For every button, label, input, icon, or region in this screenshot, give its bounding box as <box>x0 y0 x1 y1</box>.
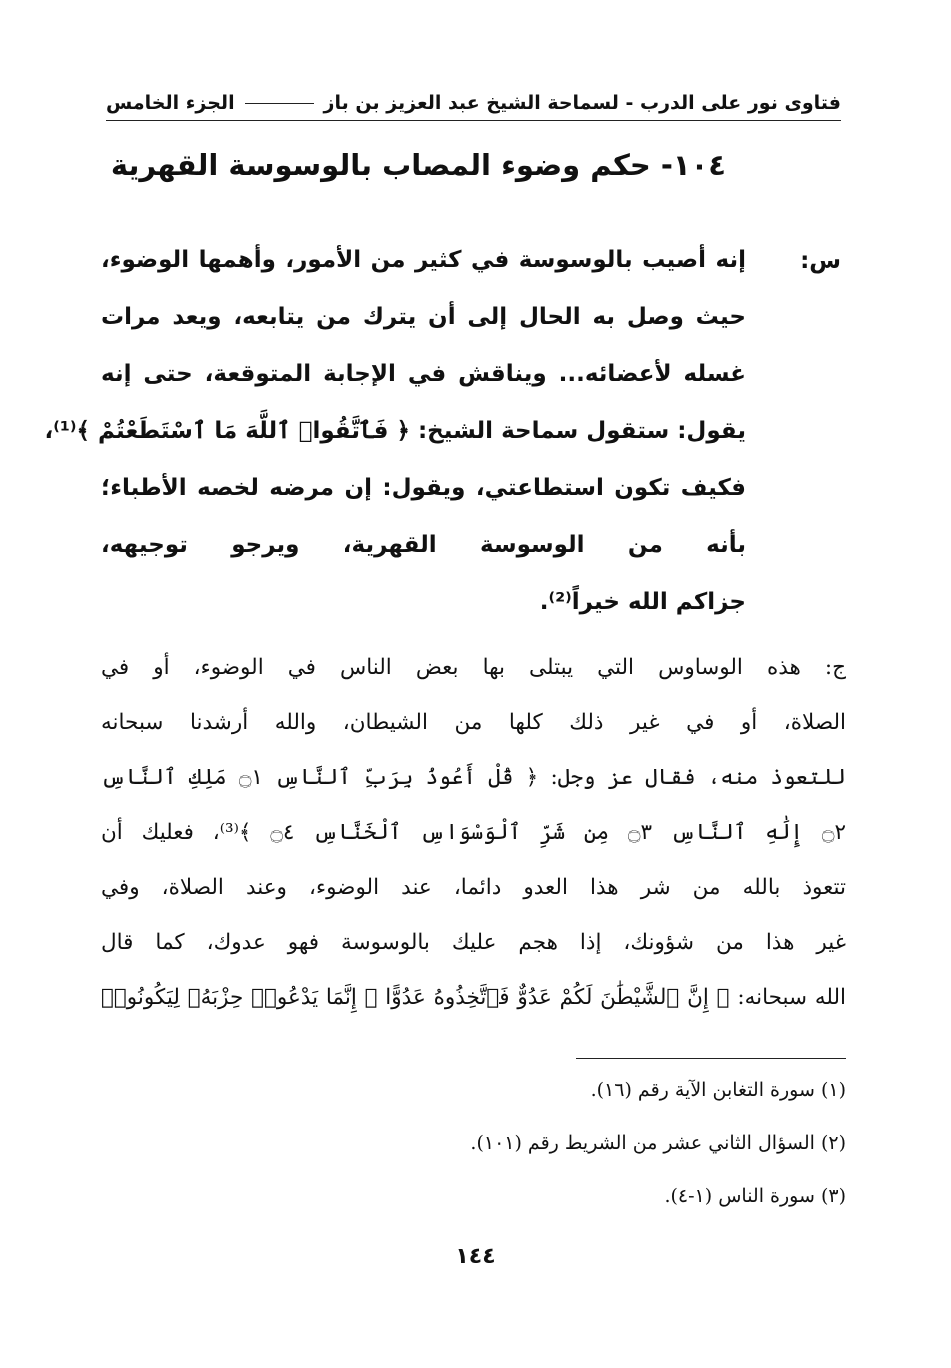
question-line: غسله لأعضائه... ويناقش في الإجابة المتوقعة، حتى إنه <box>101 361 746 387</box>
answer-line: غير هذا من شؤونك، إذا هجم عليك بالوسوسة فهو عدوك، كما قال <box>101 930 846 955</box>
answer-block <box>101 640 846 1025</box>
footnote-item: (١) سورة التغابن الآية رقم (١٦). <box>590 1079 846 1101</box>
footnotes <box>146 1070 846 1229</box>
running-header <box>106 86 841 121</box>
answer-line: للتعوذ منه، فقال عز وجل: ﴿ قُلْ أَعُوذُ بِرَبِّ ٱلنَّاسِ ۝١ مَلِكِ ٱلنَّاسِ <box>101 765 846 790</box>
question-line: فكيف تكون استطاعتي، ويقول: إن مرضه لخصه الأطباء؛ <box>101 475 746 501</box>
footnote-item: (٢) السؤال الثاني عشر من الشريط رقم (١٠١). <box>470 1132 846 1154</box>
fatwa-title: ١٠٤- حكم وضوء المصاب بالوسوسة القهرية <box>110 148 726 182</box>
question-text <box>44 232 746 631</box>
footnote-divider <box>576 1058 846 1059</box>
book-title: فتاوى نور على الدرب - لسماحة الشيخ عبد العزيز بن باز <box>323 92 841 114</box>
footnote-item: (٣) سورة الناس (١-٤). <box>664 1185 846 1207</box>
answer-line: الصلاة، أو في غير ذلك كلها من الشيطان، والله أرشدنا سبحانه <box>101 710 846 735</box>
question-line: جزاكم الله خيراً⁽²⁾. <box>539 589 746 615</box>
question-line: يقول: ستقول سماحة الشيخ: ﴿ فَٱتَّقُوا۟ ٱللَّهَ مَا ٱسْتَطَعْتُمْ ﴾⁽¹⁾، <box>44 418 746 444</box>
answer-line: تتعوذ بالله من شر هذا العدو دائما، عند الوضوء، وعند الصلاة، وفي <box>101 875 846 900</box>
question-line: إنه أصيب بالوسوسة في كثير من الأمور، وأهمها الوضوء، <box>101 247 746 273</box>
answer-line: الله سبحانه: ﴿ إِنَّ ٱلشَّيْطَٰنَ لَكُمْ عَدُوٌّ فَٱتَّخِذُوهُ عَدُوًّا ۚ إِنَّمَا يَدْعُوا۟ حِزْبَهُۥ لِيَكُونُوا۟ <box>101 985 846 1010</box>
question-line: حيث وصل به الحال إلى أن يترك من يتابعه، ويعد مرات <box>101 304 746 330</box>
page-number: ١٤٤ <box>455 1244 496 1269</box>
question-line: بأنه من الوسوسة القهرية، ويرجو توجيهه، <box>101 532 746 558</box>
volume-label: الجزء الخامس <box>106 92 235 114</box>
question-block <box>44 232 841 631</box>
answer-line: ج: هذه الوساوس التي يبتلى بها بعض الناس في الوضوء، أو في <box>101 655 846 680</box>
header-rule <box>245 103 314 104</box>
answer-line: ۝٢ إِلَٰهِ ٱلنَّاسِ ۝٣ مِن شَرِّ ٱلْوَسْوَاسِ ٱلْخَنَّاسِ ۝٤ ﴾⁽³⁾، فعليك أن <box>101 820 846 845</box>
question-prefix: س: <box>800 248 841 274</box>
